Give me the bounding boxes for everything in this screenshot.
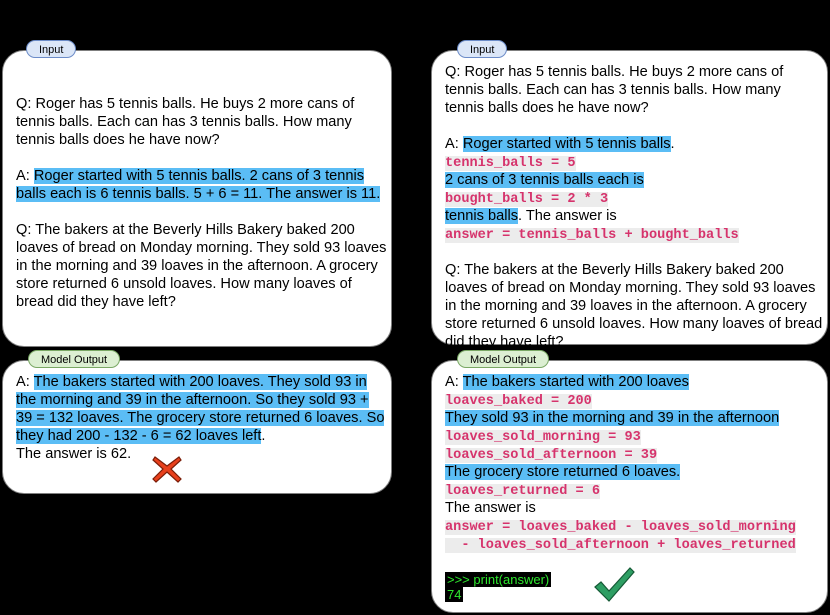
left-q2-line: in the morning and 39 loaves in the afternoon. A grocery	[16, 258, 378, 274]
terminal-command: >>> print(answer)	[447, 572, 550, 587]
right-answer-line: A: Roger started with 5 tennis balls.	[445, 136, 675, 152]
right-code-line: tennis_balls = 5	[445, 156, 576, 171]
left-output-line: they had 200 - 132 - 6 = 62 loaves left.	[16, 428, 266, 444]
left-q2-line: loaves of bread on Monday morning. They sold 93 loaves	[16, 240, 387, 256]
left-q1-line: Q: Roger has 5 tennis balls. He buys 2 more cans of	[16, 96, 355, 112]
right-q2-line: store returned 6 unsold loaves. How many loaves of bread	[445, 316, 823, 332]
right-q1-line: tennis balls. Each can has 3 tennis balls. How many	[445, 82, 781, 98]
check-icon	[592, 565, 636, 605]
right-output-code: loaves_baked = 200	[445, 394, 592, 409]
left-q2-line: store returned 6 unsold loaves. How many loaves of	[16, 276, 352, 292]
left-output-final: The answer is 62.	[16, 446, 132, 462]
left-answer-line: balls each is 6 tennis balls. 5 + 6 = 11. The answer is 11.	[16, 186, 381, 202]
right-output-code: answer = loaves_baked - loaves_sold_morning	[445, 520, 796, 535]
right-input-label: Input	[457, 40, 507, 58]
left-input-text	[16, 95, 386, 311]
left-output-text	[16, 373, 384, 463]
right-output-code: loaves_sold_morning = 93	[445, 430, 641, 445]
right-answer-line: 2 cans of 3 tennis balls each is	[445, 172, 644, 188]
right-q1-line: tennis balls does he have now?	[445, 100, 649, 116]
left-output-line: the morning and 39 in the afternoon. So they sold 93 +	[16, 392, 369, 408]
right-output-label: Model Output	[457, 350, 549, 368]
left-input-label: Input	[26, 40, 76, 58]
right-q2-line: in the morning and 39 loaves in the afternoon. A grocery	[445, 298, 807, 314]
right-output-line: The grocery store returned 6 loaves.	[445, 464, 681, 480]
right-q2-line: did they have left?	[445, 334, 564, 350]
left-answer-line: A: Roger started with 5 tennis balls. 2 cans of 3 tennis	[16, 168, 365, 184]
cross-icon	[150, 453, 184, 485]
right-output-code: loaves_returned = 6	[445, 484, 600, 499]
left-q2-line: Q: The bakers at the Beverly Hills Bakery baked 200	[16, 222, 355, 238]
right-output-line: A: The bakers started with 200 loaves	[445, 374, 689, 390]
left-q2-line: bread did they have left?	[16, 294, 176, 310]
right-output-code: loaves_sold_afternoon = 39	[445, 448, 658, 463]
left-q1-line: tennis balls does he have now?	[16, 132, 220, 148]
right-code-line: bought_balls = 2 * 3	[445, 192, 609, 207]
right-code-line: answer = tennis_balls + bought_balls	[445, 228, 739, 243]
terminal-output	[445, 572, 551, 602]
right-output-text	[445, 373, 796, 553]
right-input-text	[445, 63, 822, 351]
left-output-line: 39 = 132 loaves. The grocery store returned 6 loaves. So	[16, 410, 385, 426]
left-q1-line: tennis balls. Each can has 3 tennis balls. How many	[16, 114, 352, 130]
right-q2-line: loaves of bread on Monday morning. They sold 93 loaves	[445, 280, 816, 296]
right-answer-line: tennis balls. The answer is	[445, 208, 617, 224]
terminal-result: 74	[447, 587, 462, 602]
right-output-code: - loaves_sold_afternoon + loaves_returned	[445, 538, 796, 553]
left-output-line: A: The bakers started with 200 loaves. They sold 93 in	[16, 374, 367, 390]
right-output-plain: The answer is	[445, 500, 536, 516]
right-q1-line: Q: Roger has 5 tennis balls. He buys 2 more cans of	[445, 64, 784, 80]
right-output-line: They sold 93 in the morning and 39 in the afternoon	[445, 410, 780, 426]
left-output-label: Model Output	[28, 350, 120, 368]
right-q2-line: Q: The bakers at the Beverly Hills Bakery baked 200	[445, 262, 784, 278]
